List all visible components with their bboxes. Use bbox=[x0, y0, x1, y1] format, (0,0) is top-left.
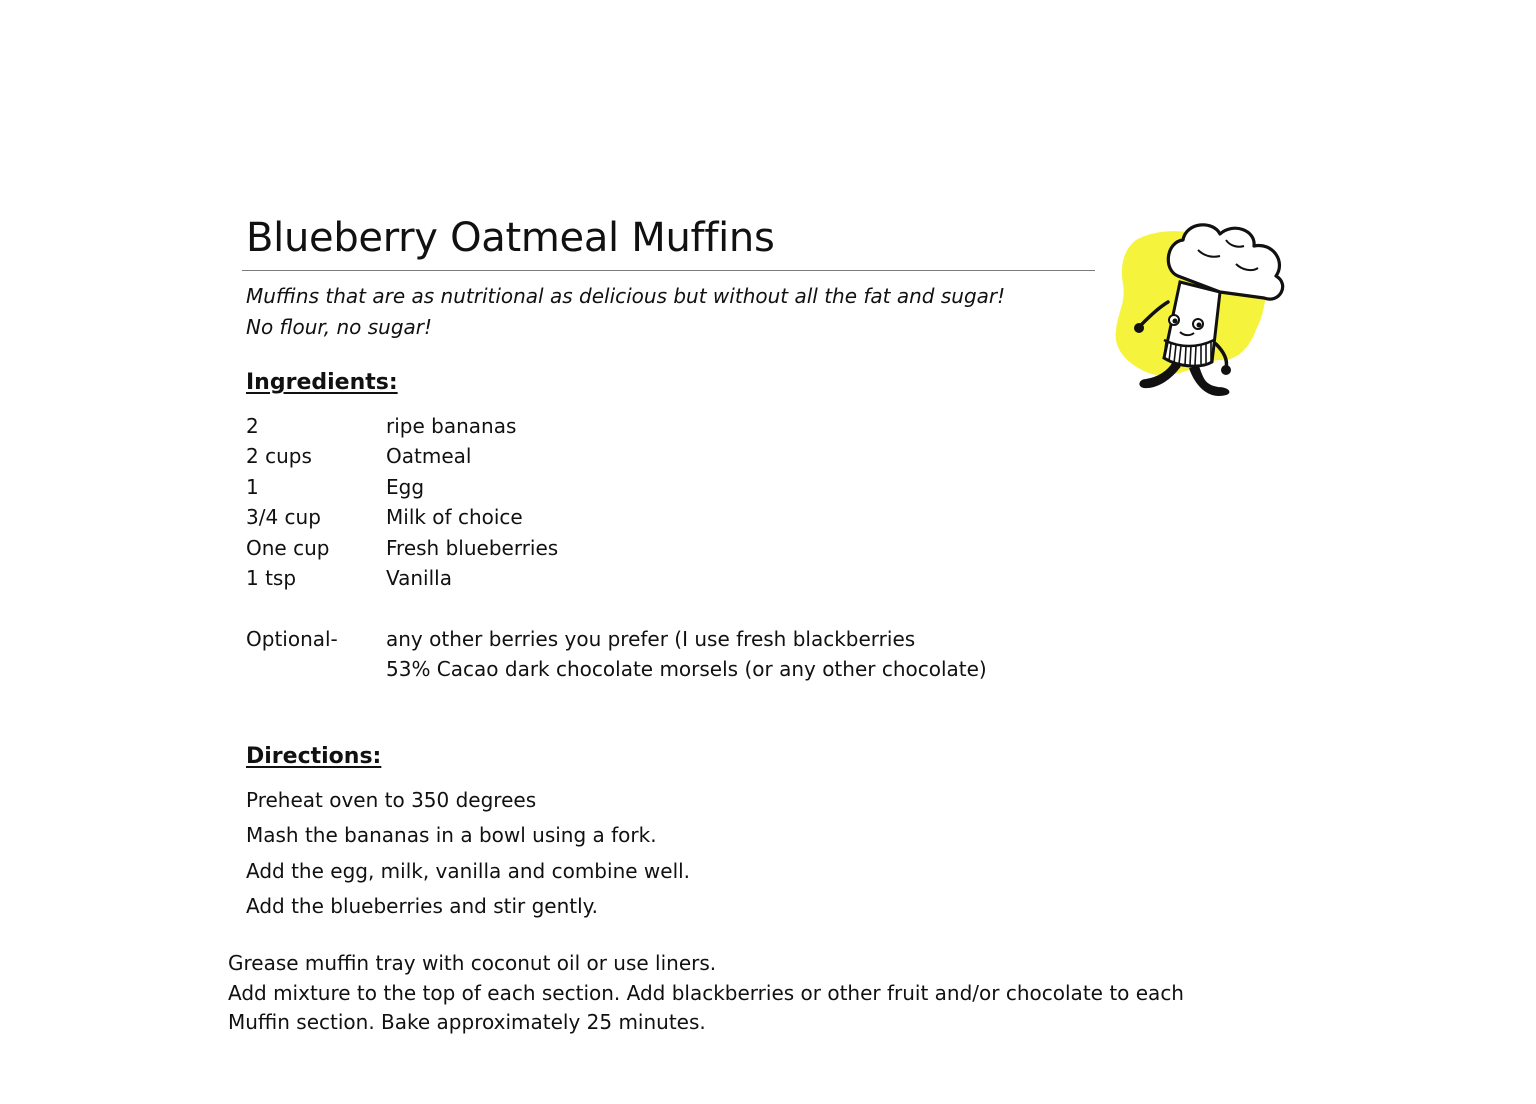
directions-heading: Directions: bbox=[246, 744, 382, 769]
ingredient-name: Vanilla bbox=[386, 565, 452, 590]
ingredient-name: Fresh blueberries bbox=[386, 535, 559, 560]
direction-step: Add the blueberries and stir gently. bbox=[246, 893, 599, 918]
closing-instructions bbox=[228, 949, 1184, 1038]
ingredient-quantity: 3/4 cup bbox=[246, 505, 321, 530]
ingredient-quantity: One cup bbox=[246, 535, 330, 560]
page-title: Blueberry Oatmeal Muffins bbox=[246, 215, 775, 261]
optional-item: any other berries you prefer (I use fresh blackberries bbox=[386, 626, 916, 651]
ingredient-name: Oatmeal bbox=[386, 444, 472, 469]
ingredient-quantity: 2 bbox=[246, 414, 259, 438]
chef-hat-character-icon bbox=[1108, 212, 1294, 402]
closing-line: Muffin section. Bake approximately 25 minutes. bbox=[228, 1010, 706, 1035]
ingredient-quantity: 2 cups bbox=[246, 444, 312, 469]
direction-step: Add the egg, milk, vanilla and combine well. bbox=[246, 858, 691, 883]
ingredients-heading: Ingredients: bbox=[246, 370, 398, 395]
ingredient-name: ripe bananas bbox=[386, 414, 517, 438]
direction-step: Preheat oven to 350 degrees bbox=[246, 788, 537, 812]
directions-list bbox=[246, 785, 690, 926]
subtitle-line: Muffins that are as nutritional as delicious but without all the fat and sugar! bbox=[246, 284, 1006, 308]
closing-line: Add mixture to the top of each section. Add blackberries or other fruit and/or chocolate to each bbox=[228, 980, 1184, 1005]
ingredient-quantity: 1 tsp bbox=[246, 565, 297, 590]
optional-item: 53% Cacao dark chocolate morsels (or any other chocolate) bbox=[386, 657, 987, 682]
direction-step: Mash the bananas in a bowl using a fork. bbox=[246, 823, 657, 848]
ingredient-name: Egg bbox=[386, 474, 425, 499]
closing-line: Grease muffin tray with coconut oil or use liners. bbox=[228, 951, 717, 975]
ingredient-quantity: 1 bbox=[246, 474, 259, 499]
recipe-subtitle bbox=[246, 281, 1005, 343]
title-divider bbox=[242, 270, 1095, 271]
subtitle-line: No flour, no sugar! bbox=[246, 315, 433, 339]
optional-label: Optional- bbox=[246, 626, 338, 651]
ingredient-name: Milk of choice bbox=[386, 505, 523, 530]
